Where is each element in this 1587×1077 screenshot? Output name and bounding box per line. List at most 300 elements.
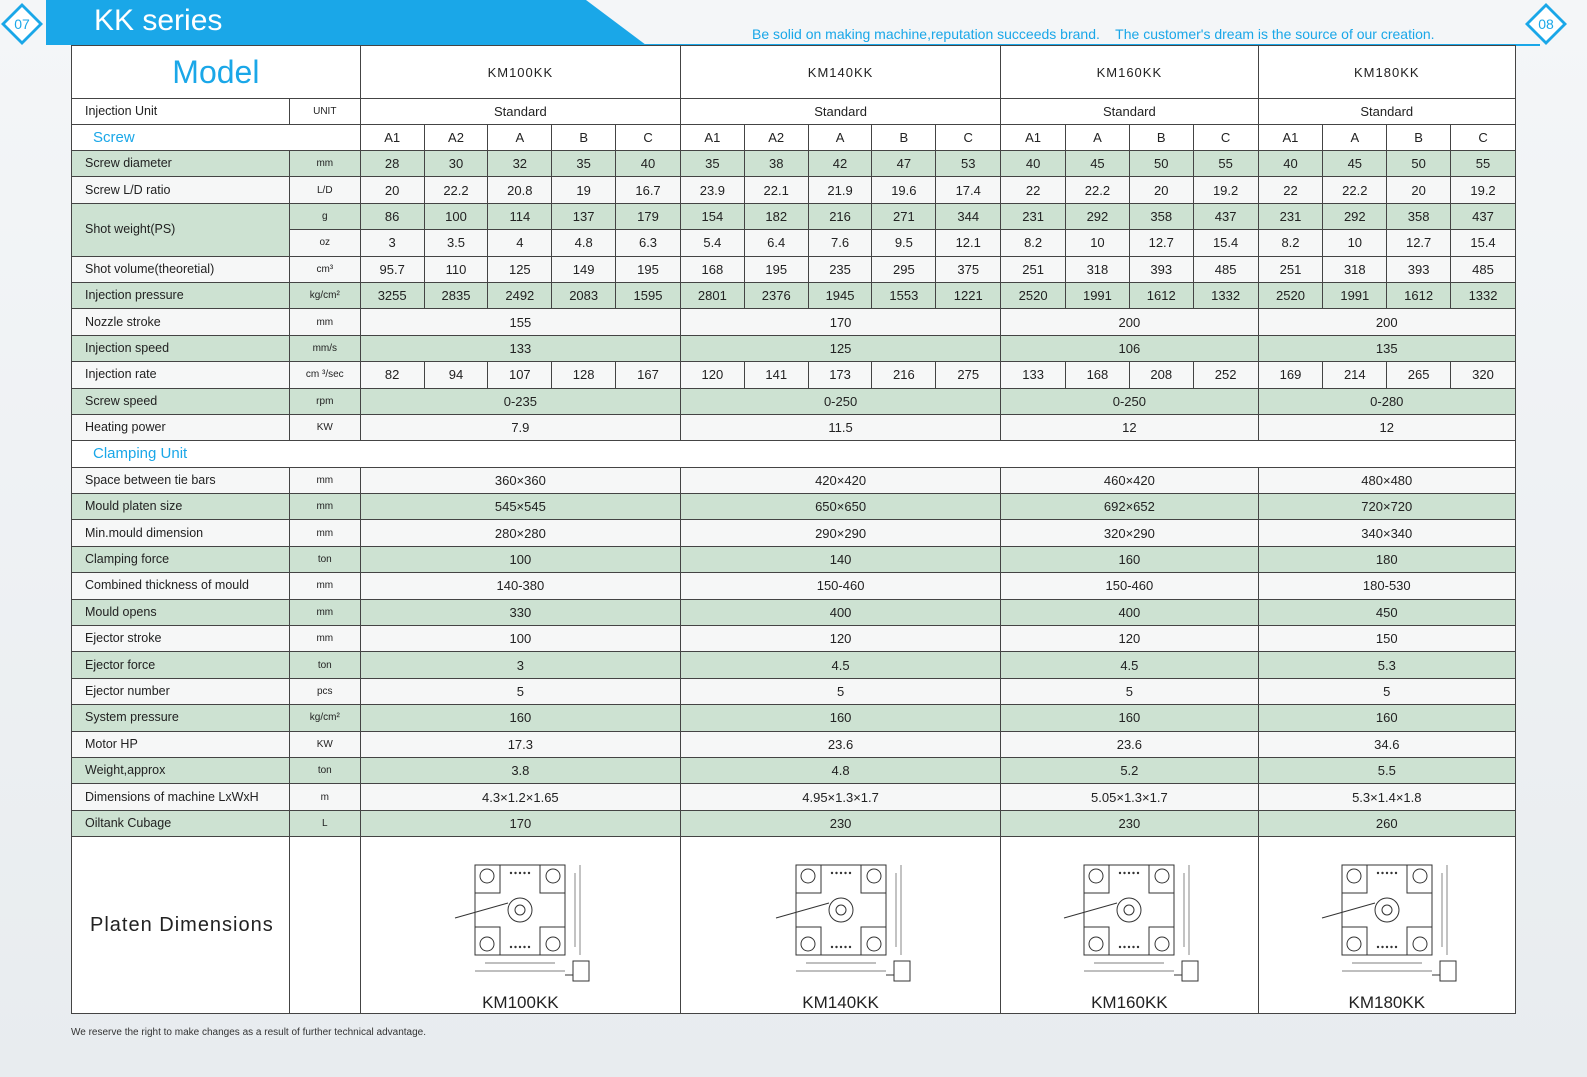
- spec-unit: mm: [289, 599, 360, 625]
- spec-row: [72, 151, 1516, 177]
- spec-unit: ton: [289, 757, 360, 783]
- spec-label: Mould platen size: [72, 494, 290, 520]
- spec-value: 22: [1001, 177, 1066, 203]
- spec-value: 17.3: [360, 731, 680, 757]
- spec-row: [72, 256, 1516, 282]
- spec-value: 12: [1001, 414, 1258, 440]
- spec-value: 375: [936, 256, 1001, 282]
- spec-value: 40: [1258, 151, 1323, 177]
- screw-type: B: [1387, 125, 1451, 151]
- spec-value: 480×480: [1258, 467, 1515, 493]
- spec-value: 260: [1258, 810, 1515, 836]
- spec-value: 12: [1258, 414, 1515, 440]
- screw-type: A1: [1001, 125, 1066, 151]
- tie-bar-hole: [480, 869, 494, 883]
- spec-value: 21.9: [808, 177, 872, 203]
- tie-bar-hole: [480, 937, 494, 951]
- spec-value: 5: [680, 678, 1000, 704]
- spec-value: 55: [1451, 151, 1516, 177]
- bolt-hole: [1377, 946, 1379, 948]
- platen-unit-cell: [289, 837, 360, 1014]
- screw-type: A: [1066, 125, 1130, 151]
- spec-row: [72, 546, 1516, 572]
- spec-value: 1945: [808, 282, 872, 308]
- spec-value: 216: [872, 362, 936, 388]
- spec-value: 420×420: [680, 467, 1000, 493]
- spec-value: 450: [1258, 599, 1515, 625]
- tie-bar-hole: [801, 869, 815, 883]
- leader-line: [1064, 903, 1117, 918]
- bolt-hole: [524, 872, 526, 874]
- platen-outline: [1342, 865, 1432, 955]
- spec-value: 20: [1129, 177, 1193, 203]
- spec-value: 19.2: [1193, 177, 1258, 203]
- spec-value: 155: [360, 309, 680, 335]
- spec-value: 214: [1323, 362, 1387, 388]
- spec-value: 19.6: [872, 177, 936, 203]
- spec-value: 340×340: [1258, 520, 1515, 546]
- spec-value: 4.3×1.2×1.65: [360, 784, 680, 810]
- spec-value: 12.7: [1129, 230, 1193, 256]
- spec-value: 208: [1129, 362, 1193, 388]
- bolt-hole: [519, 946, 521, 948]
- spec-value: 110: [424, 256, 488, 282]
- model-name: KM160KK: [1001, 46, 1258, 99]
- tie-bar-hole: [546, 869, 560, 883]
- spec-unit: L/D: [289, 177, 360, 203]
- spec-value: 53: [936, 151, 1001, 177]
- spec-value: 437: [1193, 203, 1258, 229]
- bolt-hole: [519, 872, 521, 874]
- spec-label: Injection speed: [72, 335, 290, 361]
- spec-unit: mm: [289, 467, 360, 493]
- platen-slots: [1084, 865, 1174, 955]
- spec-value: 42: [808, 151, 872, 177]
- spec-value: 182: [744, 203, 808, 229]
- spec-value: 271: [872, 203, 936, 229]
- spec-value: 265: [1387, 362, 1451, 388]
- spec-value: 400: [1001, 599, 1258, 625]
- clamping-unit-row: [72, 441, 1516, 467]
- spec-value: 5.05×1.3×1.7: [1001, 784, 1258, 810]
- spec-value: 318: [1323, 256, 1387, 282]
- spec-value: 5: [1001, 678, 1258, 704]
- bolt-hole: [528, 946, 530, 948]
- spec-value: 280×280: [360, 520, 680, 546]
- platen-model-name: KM160KK: [1091, 993, 1168, 1013]
- bolt-hole: [1124, 946, 1126, 948]
- spec-value: 100: [360, 626, 680, 652]
- spec-value: 545×545: [360, 494, 680, 520]
- bolt-hole: [524, 946, 526, 948]
- spec-value: 22.1: [744, 177, 808, 203]
- spec-value: 4.8: [552, 230, 616, 256]
- leader-line: [776, 903, 829, 918]
- spec-value: 19: [552, 177, 616, 203]
- spec-value: 5: [1258, 678, 1515, 704]
- spec-row: [72, 573, 1516, 599]
- model-name: KM100KK: [360, 46, 680, 99]
- spec-value: 358: [1129, 203, 1193, 229]
- spec-value: 400: [680, 599, 1000, 625]
- bolt-hole: [1377, 872, 1379, 874]
- platen-detail: [565, 961, 589, 981]
- bolt-hole: [848, 872, 850, 874]
- bolt-hole: [1137, 946, 1139, 948]
- injection-unit-row: [72, 99, 1516, 125]
- spec-value: 1991: [1323, 282, 1387, 308]
- spec-value: 45: [1066, 151, 1130, 177]
- platen-detail: [1174, 961, 1198, 981]
- spec-value: 40: [616, 151, 681, 177]
- spec-value: 2083: [552, 282, 616, 308]
- spec-unit: cm ³/sec: [289, 362, 360, 388]
- spec-value: 35: [680, 151, 744, 177]
- spec-value: 195: [744, 256, 808, 282]
- spec-value: 6.4: [744, 230, 808, 256]
- spec-value: 100: [360, 546, 680, 572]
- screw-type: A: [808, 125, 872, 151]
- spec-row: [72, 282, 1516, 308]
- screw-type: C: [616, 125, 681, 151]
- spec-row: [72, 731, 1516, 757]
- spec-label: Screw diameter: [72, 151, 290, 177]
- screw-type: A1: [360, 125, 424, 151]
- bolt-hole: [1386, 872, 1388, 874]
- spec-value: 3255: [360, 282, 424, 308]
- nozzle-hole: [836, 905, 846, 915]
- spec-value: 292: [1066, 203, 1130, 229]
- tie-bar-hole: [1089, 937, 1103, 951]
- platen-outline: [796, 865, 886, 955]
- platen-label: Platen Dimensions: [72, 837, 290, 1014]
- clamping-section-label: Clamping Unit: [72, 441, 1516, 467]
- spec-value: 50: [1387, 151, 1451, 177]
- model-name: KM180KK: [1258, 46, 1515, 99]
- screw-type: A1: [1258, 125, 1323, 151]
- spec-value: 150-460: [680, 573, 1000, 599]
- spec-value: 40: [1001, 151, 1066, 177]
- spec-value: 12.7: [1387, 230, 1451, 256]
- spec-unit: KW: [289, 414, 360, 440]
- spec-value: 8.2: [1001, 230, 1066, 256]
- spec-value: 275: [936, 362, 1001, 388]
- spec-value: 692×652: [1001, 494, 1258, 520]
- spec-value: 150-460: [1001, 573, 1258, 599]
- spec-value: 168: [1066, 362, 1130, 388]
- screw-type: C: [936, 125, 1001, 151]
- spec-value: 47: [872, 151, 936, 177]
- spec-value: 5: [360, 678, 680, 704]
- slogan: Be solid on making machine,reputation succeeds brand. The customer's dream is the source of our creation.: [752, 26, 1435, 42]
- spec-row: [72, 705, 1516, 731]
- bolt-hole: [1390, 946, 1392, 948]
- bolt-hole: [830, 872, 832, 874]
- spec-value: 17.4: [936, 177, 1001, 203]
- spec-value: 20: [360, 177, 424, 203]
- model-label: Model: [72, 46, 361, 99]
- spec-value: 4.5: [680, 652, 1000, 678]
- spec-label: Ejector force: [72, 652, 290, 678]
- spec-value: 2520: [1001, 282, 1066, 308]
- spec-label: Motor HP: [72, 731, 290, 757]
- spec-value: 290×290: [680, 520, 1000, 546]
- spec-label: Mould opens: [72, 599, 290, 625]
- spec-value: 170: [360, 810, 680, 836]
- bolt-hole: [1124, 872, 1126, 874]
- spec-unit: mm: [289, 573, 360, 599]
- footnote: We reserve the right to make changes as a result of further technical advantage.: [71, 1027, 427, 1038]
- spec-value: 1332: [1193, 282, 1258, 308]
- bolt-hole: [510, 946, 512, 948]
- spec-value: 1221: [936, 282, 1001, 308]
- spec-value: 231: [1258, 203, 1323, 229]
- screw-type: A: [1323, 125, 1387, 151]
- spec-label: Nozzle stroke: [72, 309, 290, 335]
- center-ring: [1117, 898, 1141, 922]
- spec-value: 7.6: [808, 230, 872, 256]
- platen-detail: [886, 961, 910, 981]
- spec-label: Weight,approx: [72, 757, 290, 783]
- spec-value: 20.8: [488, 177, 552, 203]
- spec-label: Heating power: [72, 414, 290, 440]
- spec-value: 251: [1258, 256, 1323, 282]
- spec-value: 320: [1451, 362, 1516, 388]
- platen-model-name: KM180KK: [1348, 993, 1426, 1013]
- spec-label: Injection rate: [72, 362, 290, 388]
- nozzle-hole: [1124, 905, 1134, 915]
- spec-value: 140: [680, 546, 1000, 572]
- spec-value: 3.8: [360, 757, 680, 783]
- bolt-hole: [1395, 946, 1397, 948]
- spec-value: 5.4: [680, 230, 744, 256]
- bolt-hole: [1395, 872, 1397, 874]
- nozzle-hole: [1382, 905, 1392, 915]
- screw-type: C: [1451, 125, 1516, 151]
- spec-value: 34.6: [1258, 731, 1515, 757]
- spec-value: 120: [680, 626, 1000, 652]
- spec-value: 20: [1387, 177, 1451, 203]
- tie-bar-hole: [546, 937, 560, 951]
- screw-type: B: [1129, 125, 1193, 151]
- screw-type: A2: [744, 125, 808, 151]
- spec-unit: g: [289, 203, 360, 229]
- spec-value: 1595: [616, 282, 681, 308]
- spec-value: 19.2: [1451, 177, 1516, 203]
- tie-bar-hole: [1347, 937, 1361, 951]
- bolt-hole: [844, 946, 846, 948]
- page-number-right: [1524, 2, 1568, 46]
- page-number-left-text: 07: [14, 16, 30, 32]
- shot-weight-row-g: [72, 203, 1516, 229]
- spec-value: 160: [360, 705, 680, 731]
- spec-value: 230: [1001, 810, 1258, 836]
- platen-outline: [1084, 865, 1174, 955]
- platen-model-name: KM100KK: [482, 993, 559, 1013]
- spec-value: 106: [1001, 335, 1258, 361]
- spec-row: [72, 388, 1516, 414]
- spec-value: 720×720: [1258, 494, 1515, 520]
- screw-type: B: [872, 125, 936, 151]
- spec-row: [72, 810, 1516, 836]
- tie-bar-hole: [801, 937, 815, 951]
- spec-value: 4.8: [680, 757, 1000, 783]
- spec-value: 2492: [488, 282, 552, 308]
- spec-value: 216: [808, 203, 872, 229]
- spec-row: [72, 784, 1516, 810]
- bolt-hole: [848, 946, 850, 948]
- platen-drawing: [766, 843, 916, 991]
- bolt-hole: [835, 946, 837, 948]
- tie-bar-hole: [1089, 869, 1103, 883]
- bolt-hole: [1119, 946, 1121, 948]
- bolt-hole: [1133, 872, 1135, 874]
- spec-unit: kg/cm²: [289, 282, 360, 308]
- spec-value: 23.9: [680, 177, 744, 203]
- spec-value: 55: [1193, 151, 1258, 177]
- platen-slots: [796, 865, 886, 955]
- spec-value: 150: [1258, 626, 1515, 652]
- spec-unit: mm: [289, 151, 360, 177]
- screw-section-label: Screw: [72, 125, 361, 151]
- spec-value: 170: [680, 309, 1000, 335]
- standard-label: Standard: [1258, 99, 1515, 125]
- spec-value: 28: [360, 151, 424, 177]
- spec-value: 3: [360, 230, 424, 256]
- bolt-hole: [515, 946, 517, 948]
- spec-unit: mm: [289, 520, 360, 546]
- standard-label: Standard: [1001, 99, 1258, 125]
- spec-row: [72, 467, 1516, 493]
- spec-value: 16.7: [616, 177, 681, 203]
- spec-unit: oz: [289, 230, 360, 256]
- spec-unit: cm³: [289, 256, 360, 282]
- spec-row: [72, 414, 1516, 440]
- center-ring: [829, 898, 853, 922]
- spec-label: Ejector number: [72, 678, 290, 704]
- screw-type: A2: [424, 125, 488, 151]
- spec-value: 173: [808, 362, 872, 388]
- series-title: KK series: [94, 4, 223, 37]
- bolt-hole: [830, 946, 832, 948]
- spec-row: [72, 678, 1516, 704]
- spec-value: 140-380: [360, 573, 680, 599]
- spec-value: 1612: [1387, 282, 1451, 308]
- platen-model-name: KM140KK: [802, 993, 879, 1013]
- spec-unit: m: [289, 784, 360, 810]
- spec-unit: L: [289, 810, 360, 836]
- platen-slots: [475, 865, 565, 955]
- spec-value: 251: [1001, 256, 1066, 282]
- spec-value: 107: [488, 362, 552, 388]
- spec-unit: ton: [289, 652, 360, 678]
- spec-value: 292: [1323, 203, 1387, 229]
- spec-value: 2801: [680, 282, 744, 308]
- spec-value: 1332: [1451, 282, 1516, 308]
- platen-detail: [1432, 961, 1456, 981]
- spec-unit: mm: [289, 626, 360, 652]
- model-name: KM140KK: [680, 46, 1000, 99]
- tie-bar-hole: [867, 937, 881, 951]
- spec-table: [71, 45, 1516, 1014]
- leader-line: [455, 903, 508, 918]
- spec-value: 650×650: [680, 494, 1000, 520]
- spec-row: [72, 652, 1516, 678]
- platen-drawing: [445, 843, 595, 991]
- spec-value: 485: [1451, 256, 1516, 282]
- spec-unit: mm/s: [289, 335, 360, 361]
- spec-value: 179: [616, 203, 681, 229]
- screw-type: A: [488, 125, 552, 151]
- tie-bar-hole: [1413, 937, 1427, 951]
- bolt-hole: [1386, 946, 1388, 948]
- screw-type: C: [1193, 125, 1258, 151]
- spec-row: [72, 309, 1516, 335]
- spec-value: 485: [1193, 256, 1258, 282]
- spec-value: 160: [1001, 546, 1258, 572]
- spec-value: 1553: [872, 282, 936, 308]
- spec-unit: KW: [289, 731, 360, 757]
- nozzle-hole: [515, 905, 525, 915]
- spec-value: 4.95×1.3×1.7: [680, 784, 1000, 810]
- spec-value: 231: [1001, 203, 1066, 229]
- spec-value: 1612: [1129, 282, 1193, 308]
- standard-label: Standard: [360, 99, 680, 125]
- bolt-hole: [839, 872, 841, 874]
- spec-value: 252: [1193, 362, 1258, 388]
- injection-unit-label: Injection Unit: [72, 99, 290, 125]
- spec-label: Dimensions of machine LxWxH: [72, 784, 290, 810]
- spec-value: 0-280: [1258, 388, 1515, 414]
- spec-value: 133: [1001, 362, 1066, 388]
- spec-value: 135: [1258, 335, 1515, 361]
- spec-value: 160: [1258, 705, 1515, 731]
- bolt-hole: [1381, 872, 1383, 874]
- spec-value: 6.3: [616, 230, 681, 256]
- spec-value: 133: [360, 335, 680, 361]
- bolt-hole: [844, 872, 846, 874]
- spec-value: 169: [1258, 362, 1323, 388]
- spec-value: 2520: [1258, 282, 1323, 308]
- spec-value: 393: [1387, 256, 1451, 282]
- spec-value: 330: [360, 599, 680, 625]
- spec-value: 235: [808, 256, 872, 282]
- tie-bar-hole: [1155, 937, 1169, 951]
- spec-unit: rpm: [289, 388, 360, 414]
- spec-label: Screw L/D ratio: [72, 177, 290, 203]
- platen-cell: [1258, 837, 1515, 1014]
- spec-value: 2835: [424, 282, 488, 308]
- spec-value: 22.2: [1323, 177, 1387, 203]
- spec-label: Combined thickness of mould: [72, 573, 290, 599]
- spec-label: Ejector stroke: [72, 626, 290, 652]
- spec-unit: pcs: [289, 678, 360, 704]
- spec-unit: ton: [289, 546, 360, 572]
- spec-value: 3: [360, 652, 680, 678]
- spec-value: 4.5: [1001, 652, 1258, 678]
- spec-label: Shot volume(theoretial): [72, 256, 290, 282]
- spec-value: 82: [360, 362, 424, 388]
- spec-row: [72, 520, 1516, 546]
- spec-value: 30: [424, 151, 488, 177]
- spec-value: 38: [744, 151, 808, 177]
- model-header-row: [72, 46, 1516, 99]
- spec-value: 10: [1323, 230, 1387, 256]
- spec-value: 120: [680, 362, 744, 388]
- spec-value: 7.9: [360, 414, 680, 440]
- spec-row: [72, 177, 1516, 203]
- spec-value: 230: [680, 810, 1000, 836]
